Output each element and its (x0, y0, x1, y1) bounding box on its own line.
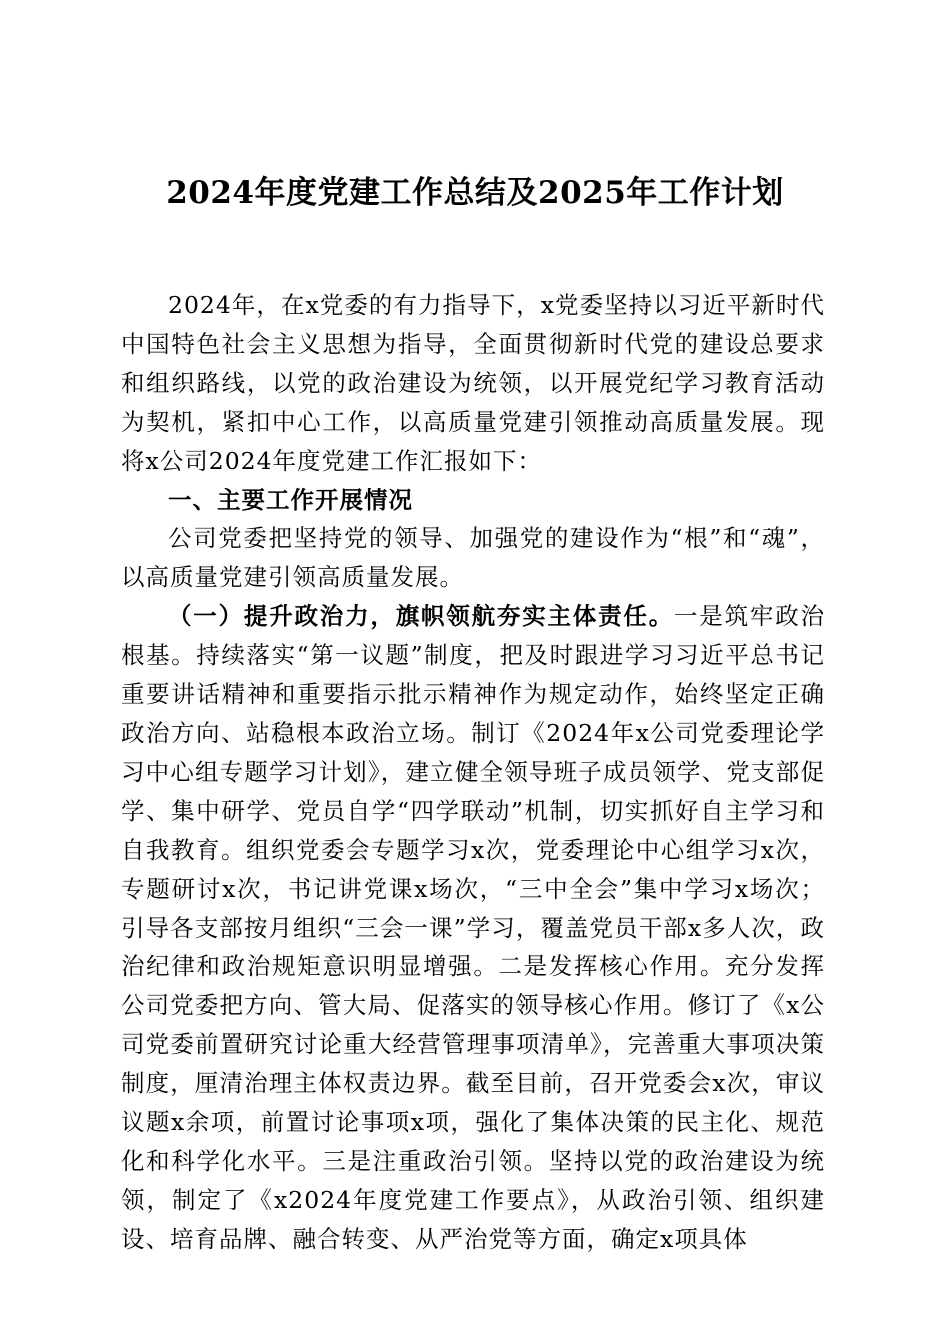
subsection-paragraph (121, 597, 825, 1258)
subsection-heading: （一）提升政治力，旗帜领航夯实主体责任。 (168, 602, 674, 631)
section-heading: 一、主要工作开展情况 (168, 485, 413, 514)
document-body (121, 286, 825, 1259)
document-title: 2024年度党建工作总结及2025年工作计划 (166, 175, 784, 211)
intro-paragraph: 2024年，在x党委的有力指导下，x党委坚持以习近平新时代中国特色社会主义思想为指导，全面贯彻新时代党的建设总要求和组织路线，以党的政治建设为统领，以开展党纪学习教育活动为契机，紧扣中心工作，以高质量党建引领推动高质量发展。现将x公司2024年度党建工作汇报如下： (121, 291, 825, 475)
subsection-body: 一是筑牢政治根基。持续落实“第一议题”制度，把及时跟进学习习近平总书记重要讲话精神和重要指示批示精神作为规定动作，始终坚定正确政治方向、站稳根本政治立场。制订《2024年x公司党委理论学习中心组专题学习计划》，建立健全领导班子成员领学、党支部促学、集中研学、党员自学“四学联动”机制，切实抓好自主学习和自我教育。组织党委会专题学习x次，党委理论中心组学习x次，专题研讨x次，书记讲党课x场次，“三中全会”集中学习x场次；引导各支部按月组织“三会一课”学习，覆盖党员干部x多人次，政治纪律和政治规矩意识明显增强。二是发挥核心作用。充分发挥公司党委把方向、管大局、促落实的领导核心作用。修订了《x公司党委前置研究讨论重大经营管理事项清单》，完善重大事项决策制度，厘清治理主体权责边界。截至目前，召开党委会x次，审议议题x余项，前置讨论事项x项，强化了集体决策的民主化、规范化和科学化水平。三是注重政治引领。坚持以党的政治建设为统领，制定了《x2024年度党建工作要点》，从政治引领、组织建设、培育品牌、融合转变、从严治党等方面，确定x项具体 (121, 602, 826, 1253)
section-intro-paragraph: 公司党委把坚持党的领导、加强党的建设作为“根”和“魂”，以高质量党建引领高质量发展。 (121, 524, 825, 592)
